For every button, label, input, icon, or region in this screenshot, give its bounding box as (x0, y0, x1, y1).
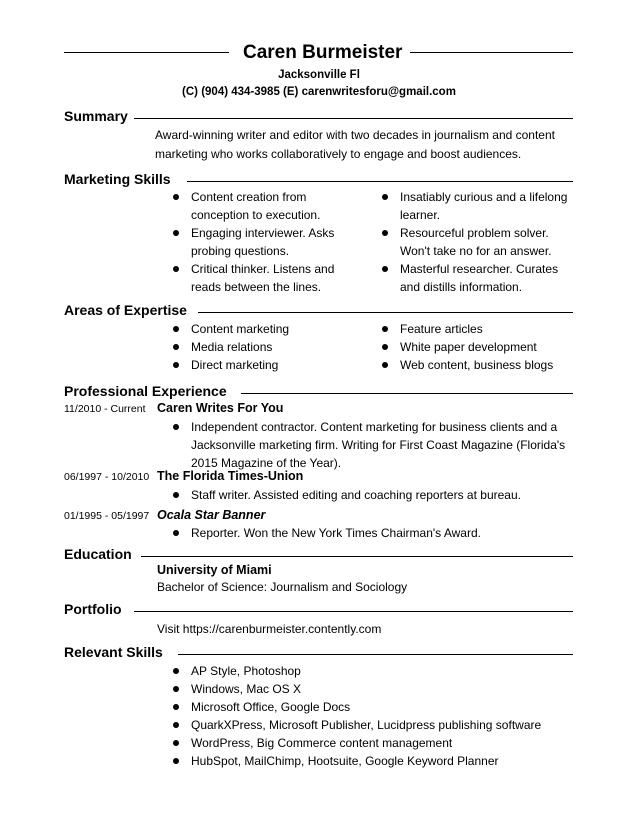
bullet-icon (382, 230, 388, 236)
list-item: White paper development (382, 338, 577, 356)
list-item: Independent contractor. Content marketing for business clients and a Jacksonville marketing firm. Writing for First Coast Magazine (Florida's 2015 Magazine of the Year). (173, 418, 578, 472)
job-employer: Ocala Star Banner (157, 508, 266, 522)
school-name: University of Miami (157, 563, 272, 577)
list-item: Web content, business blogs (382, 356, 577, 374)
portfolio-heading: Portfolio (64, 601, 122, 617)
job-bullets (173, 486, 578, 504)
summary-text: Award-winning writer and editor with two decades in journalism and content marketing who works collaboratively to engage and boost audiences. (155, 128, 555, 161)
list-item: Insatiably curious and a lifelong learner. (382, 188, 577, 224)
job-bullets (173, 524, 578, 542)
marketing-skills-rule (187, 181, 573, 182)
bullet-icon (173, 740, 179, 746)
candidate-name: Caren Burmeister (243, 42, 403, 63)
list-item: Content creation from conception to execution. (173, 188, 353, 224)
bullet-icon (173, 492, 179, 498)
bullet-icon (173, 686, 179, 692)
header-rule-left (64, 52, 229, 53)
bullet-icon (382, 194, 388, 200)
job-dates: 06/1997 - 10/2010 (64, 471, 150, 483)
list-item: WordPress, Big Commerce content management (173, 734, 578, 752)
summary-rule (134, 118, 573, 119)
bullet-icon (173, 722, 179, 728)
list-item: Direct marketing (173, 356, 353, 374)
list-item: Media relations (173, 338, 353, 356)
expertise-heading: Areas of Expertise (64, 302, 187, 318)
list-item: Feature articles (382, 320, 577, 338)
expertise-rule (198, 312, 573, 313)
job-dates: 11/2010 - Current (64, 403, 146, 415)
bullet-icon (382, 266, 388, 272)
bullet-icon (173, 194, 179, 200)
bullet-icon (173, 344, 179, 350)
experience-rule (241, 393, 573, 394)
bullet-icon (382, 362, 388, 368)
list-item: Windows, Mac OS X (173, 680, 578, 698)
bullet-icon (173, 230, 179, 236)
portfolio-rule (134, 611, 573, 612)
bullet-icon (173, 704, 179, 710)
summary-heading: Summary (64, 108, 128, 124)
bullet-icon (173, 362, 179, 368)
list-item: Engaging interviewer. Asks probing questions. (173, 224, 353, 260)
bullet-icon (382, 326, 388, 332)
list-item: Microsoft Office, Google Docs (173, 698, 578, 716)
marketing-skills-right-list (382, 188, 577, 296)
job-employer: Caren Writes For You (157, 401, 284, 415)
bullet-icon (173, 424, 179, 430)
experience-heading: Professional Experience (64, 383, 227, 399)
location: Jacksonville Fl (278, 69, 360, 81)
education-heading: Education (64, 546, 132, 562)
list-item: Content marketing (173, 320, 353, 338)
marketing-skills-heading: Marketing Skills (64, 171, 171, 187)
job-employer: The Florida Times-Union (157, 469, 304, 483)
bullet-icon (173, 326, 179, 332)
expertise-right-list (382, 320, 577, 374)
degree: Bachelor of Science: Journalism and Sociology (157, 580, 408, 594)
bullet-icon (382, 344, 388, 350)
job-bullets (173, 418, 578, 472)
list-item: Reporter. Won the New York Times Chairman's Award. (173, 524, 578, 542)
relevant-skills-list (173, 662, 578, 770)
bullet-icon (173, 668, 179, 674)
education-rule (141, 556, 573, 557)
list-item: HubSpot, MailChimp, Hootsuite, Google Keyword Planner (173, 752, 578, 770)
job-dates: 01/1995 - 05/1997 (64, 510, 150, 522)
list-item: Masterful researcher. Curates and distills information. (382, 260, 577, 296)
list-item: AP Style, Photoshop (173, 662, 578, 680)
expertise-left-list (173, 320, 353, 374)
relevant-skills-heading: Relevant Skills (64, 644, 163, 660)
list-item: Staff writer. Assisted editing and coaching reporters at bureau. (173, 486, 578, 504)
relevant-skills-rule (178, 654, 573, 655)
header-rule-right (410, 52, 573, 53)
contact-line: (C) (904) 434-3985 (E) carenwritesforu@gmail.com (182, 86, 456, 98)
list-item: Resourceful problem solver. Won't take no for an answer. (382, 224, 577, 260)
list-item: Critical thinker. Listens and reads between the lines. (173, 260, 353, 296)
bullet-icon (173, 530, 179, 536)
bullet-icon (173, 266, 179, 272)
portfolio-link[interactable]: Visit https://carenburmeister.contently.com (157, 622, 382, 636)
list-item: QuarkXPress, Microsoft Publisher, Lucidpress publishing software (173, 716, 578, 734)
bullet-icon (173, 758, 179, 764)
marketing-skills-left-list (173, 188, 353, 296)
